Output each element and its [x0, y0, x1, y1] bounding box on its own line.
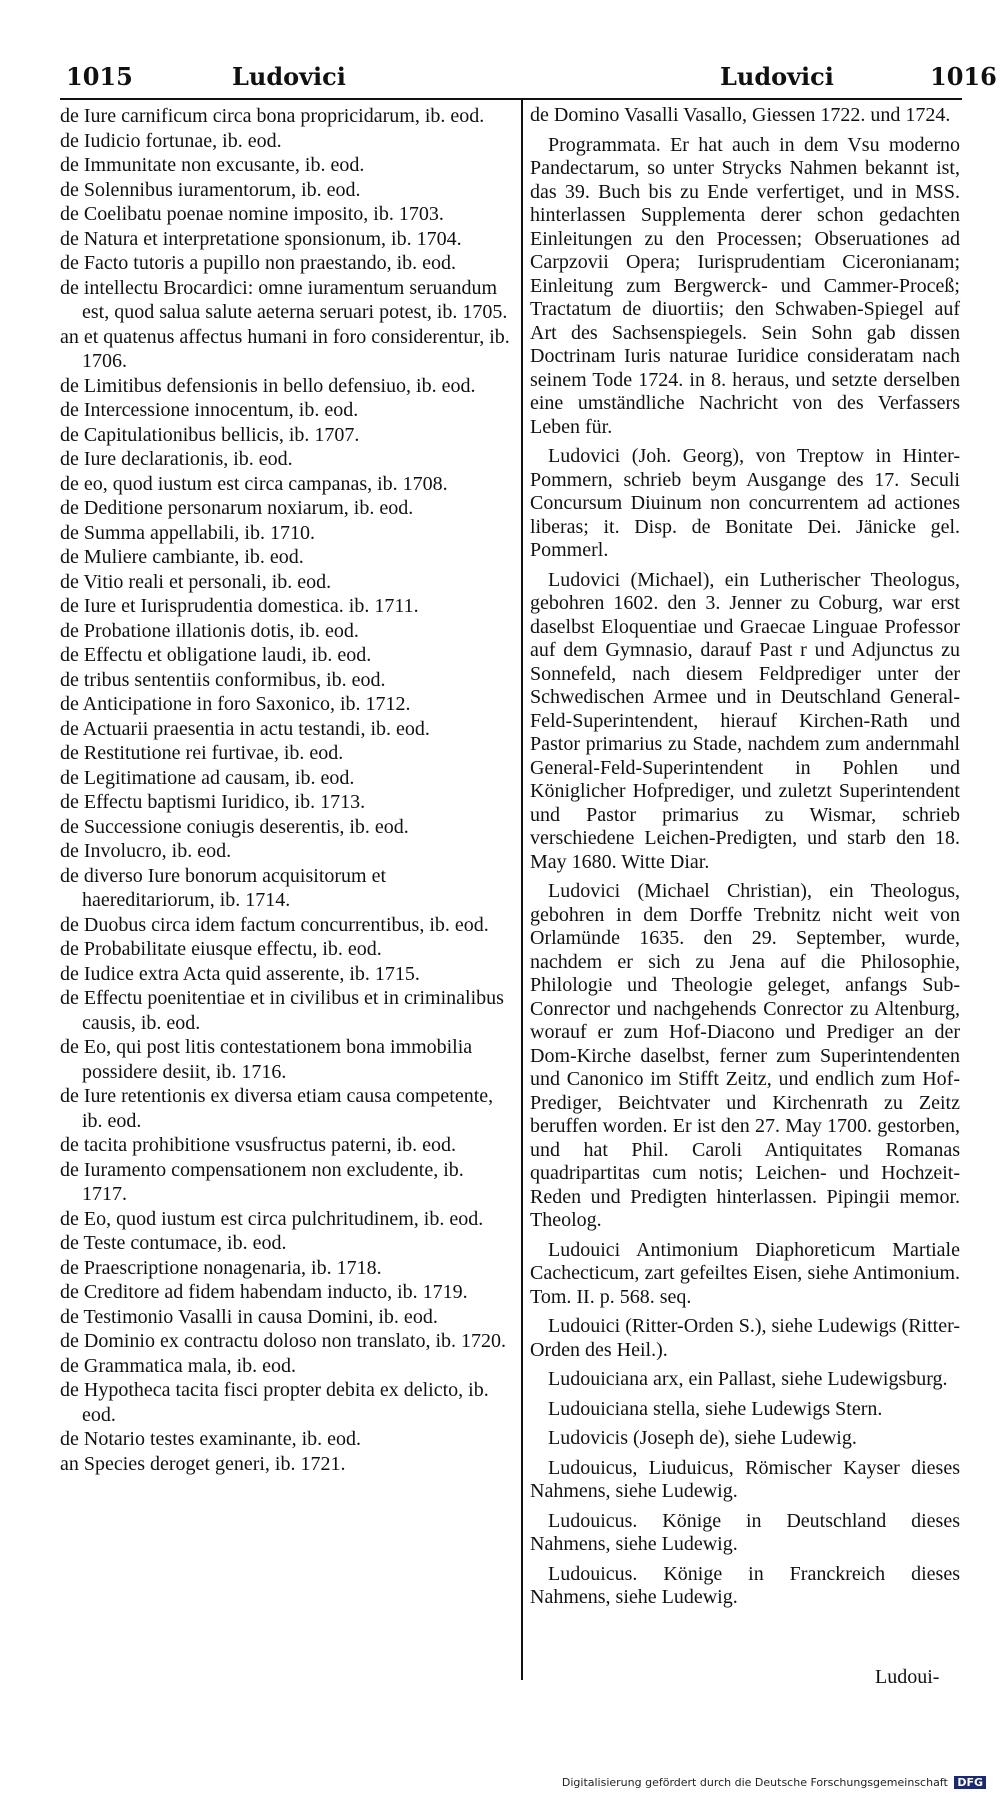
right-entry: Programmata. Er hat auch in dem Vsu moderno Pandectarum, so unter Strycks Nahmen bekannt ist, das 39. Buch bis zu Ende verfertiget, und in MSS. hinterlassen Supplementa derer schon gedachten Einleitungen zu den Processen; Obseruationes ad Carpzovii Opera; Iurisprudentiam Ciceronianam; Einleitung zum Bergwerck- und Cammer-Proceß; Tractatum de diuortiis; den Schwaben-Spiegel auf Art des Sachsenspiegels. Sein Sohn gab dissen Doctrinam Iuris naturae Iuridice consideratam nach seinem Tode 1724. in 8. heraus, und setzte derselben eine umständliche Nachricht von des Verfassers Leben für.: [530, 133, 960, 438]
left-entry: de Deditione personarum noxiarum, ib. eod.: [60, 497, 414, 519]
left-entry: de Eo, qui post litis contestationem bona immobilia possidere desiit, ib. 1716.: [60, 1036, 473, 1083]
left-entry: de Praescriptione nonagenaria, ib. 1718.: [60, 1256, 382, 1279]
left-entry: de Testimonio Vasalli in causa Domini, ib. eod.: [60, 1305, 438, 1328]
left-entry: de Vitio reali et personali, ib. eod.: [60, 570, 332, 593]
left-entry: de Dominio ex contractu doloso non translato, ib. 1720.: [60, 1330, 507, 1352]
footer-text: Digitalisierung gefördert durch die Deutsche Forschungsgemeinschaft: [561, 1776, 948, 1789]
left-entry: de Iudice extra Acta quid asserente, ib. 1715.: [60, 962, 420, 985]
left-entry: de Involucro, ib. eod.: [60, 840, 232, 862]
dfg-logo: DFG: [954, 1776, 986, 1789]
running-title-right: Ludovici: [720, 62, 834, 91]
right-entry: Ludouici Antimonium Diaphoreticum Martiale Cachecticum, zart gefeiltes Eisen, siehe Antimonium. Tom. II. p. 568. seq.: [530, 1238, 960, 1308]
right-entry: Ludovici (Michael), ein Lutherischer Theologus, gebohren 1602. den 3. Jenner zu Coburg, war erst daselbst Eloquentiae und Graecae Linguae Professor auf dem Gymnasio, darauf Past r und Adjunctus zu Sonnefeld, nach diesem Feldprediger unter der Schwedischen Armee und in Deutschland General-Feld-Superintendent, hierauf Kirchen-Rath und Pastor primarius zu Stade, nachdem zum andernmahl General-Feld-Superintendent in Pohlen und Königlicher Hofprediger, und zuletzt Superintendent und Pastor primarius zu Wismar, schrieb verschiedene Leichen-Predigten, und starb den 18. May 1680. Witte Diar.: [530, 568, 960, 873]
left-entry: de Creditore ad fidem habendam inducto, ib. 1719.: [60, 1281, 468, 1303]
left-entry: de Restitutione rei furtivae, ib. eod.: [60, 742, 344, 764]
left-entry: de Capitulationibus bellicis, ib. 1707.: [60, 423, 360, 446]
left-entry: de diverso Iure bonorum acquisitorum et haereditariorum, ib. 1714.: [60, 864, 387, 911]
left-entry: de Duobus circa idem factum concurrentibus, ib. eod.: [60, 913, 489, 936]
left-entry: de Legitimatione ad causam, ib. eod.: [60, 766, 355, 789]
left-entry: an Species deroget generi, ib. 1721.: [60, 1452, 346, 1475]
left-entry: de Iure declarationis, ib. eod.: [60, 448, 293, 470]
left-entry: de Hypotheca tacita fisci propter debita ex delicto, ib. eod.: [60, 1379, 489, 1426]
right-entry: Ludouiciana stella, siehe Ludewigs Stern.: [548, 1397, 883, 1420]
left-entry: de Iudicio fortunae, ib. eod.: [60, 129, 282, 152]
left-entry: de Probatione illationis dotis, ib. eod.: [60, 619, 359, 642]
left-entry: de tribus sententiis conformibus, ib. eod.: [60, 668, 386, 691]
left-entry: de Muliere cambiante, ib. eod.: [60, 546, 304, 568]
left-entry: de Natura et interpretatione sponsionum, ib. 1704.: [60, 227, 462, 250]
left-entry: de Notario testes examinante, ib. eod.: [60, 1428, 362, 1450]
right-entry: Ludovici (Joh. Georg), von Treptow in Hinter-Pommern, schrieb beym Ausgange des 17. Seculi Concursum Diuinum non concurrentem ad actiones liberas; it. Disp. de Bonitate Dei. Jänicke gel. Pommerl.: [530, 445, 960, 561]
page-number-right: 1016: [930, 62, 997, 91]
left-entry: de Immunitate non excusante, ib. eod.: [60, 154, 365, 176]
column-divider: [521, 100, 523, 1680]
left-entry: de Successione coniugis deserentis, ib. eod.: [60, 815, 409, 838]
left-entry: de Iure et Iurisprudentia domestica. ib. 1711.: [60, 595, 419, 617]
left-entry: an et quatenus affectus humani in foro considerentur, ib. 1706.: [60, 325, 510, 372]
right-entry: de Domino Vasalli Vasallo, Giessen 1722. und 1724.: [530, 104, 951, 126]
left-entry: de Eo, quod iustum est circa pulchritudinem, ib. eod.: [60, 1207, 484, 1230]
right-entry: Ludouiciana arx, ein Pallast, siehe Ludewigsburg.: [548, 1368, 948, 1390]
left-entry: de intellectu Brocardici: omne iuramentum seruandum est, quod salua salute aeterna seruari potest, ib. 1705.: [60, 276, 508, 323]
left-entry: de Coelibatu poenae nomine imposito, ib. 1703.: [60, 203, 444, 225]
left-entry: de Iure carnificum circa bona propricidarum, ib. eod.: [60, 105, 485, 127]
left-entry: de Effectu baptismi Iuridico, ib. 1713.: [60, 791, 366, 813]
left-entry: de eo, quod iustum est circa campanas, ib. 1708.: [60, 472, 448, 495]
right-entry: Ludouici (Ritter-Orden S.), siehe Ludewigs (Ritter-Orden des Heil.).: [530, 1315, 960, 1361]
left-entry: de Anticipatione in foro Saxonico, ib. 1712.: [60, 693, 411, 715]
left-entry: de Teste contumace, ib. eod.: [60, 1232, 287, 1254]
left-entry: de Probabilitate eiusque effectu, ib. eod.: [60, 938, 382, 960]
left-entry: de Limitibus defensionis in bello defensiuo, ib. eod.: [60, 374, 476, 397]
header-rule: [60, 98, 962, 100]
left-entry: de Solennibus iuramentorum, ib. eod.: [60, 178, 361, 201]
left-entry: de Iure retentionis ex diversa etiam causa competente, ib. eod.: [60, 1085, 494, 1132]
digitization-footer: [562, 1776, 986, 1789]
left-entry: de Intercessione innocentum, ib. eod.: [60, 399, 359, 421]
running-title-left: Ludovici: [232, 62, 346, 91]
left-entry: de Actuarii praesentia in actu testandi, ib. eod.: [60, 717, 430, 740]
left-entry: de Effectu et obligatione laudi, ib. eod.: [60, 644, 372, 666]
right-entry: Ludouicus. Könige in Deutschland dieses Nahmens, siehe Ludewig.: [530, 1509, 960, 1555]
left-entry: de tacita prohibitione vsusfructus paterni, ib. eod.: [60, 1134, 457, 1156]
right-entry: Ludouicus. Könige in Franckreich dieses Nahmens, siehe Ludewig.: [530, 1562, 960, 1608]
right-entry: Ludovicis (Joseph de), siehe Ludewig.: [548, 1427, 857, 1449]
left-entry: de Grammatica mala, ib. eod.: [60, 1354, 297, 1377]
page-number-left: 1015: [66, 62, 133, 91]
catchword: Ludoui-: [875, 1666, 940, 1688]
left-entry: de Effectu poenitentiae et in civilibus et in criminalibus causis, ib. eod.: [60, 987, 504, 1034]
left-column: [60, 104, 512, 1476]
left-entry: de Iuramento compensationem non excludente, ib. 1717.: [60, 1158, 464, 1205]
right-entry: Ludouicus, Liuduicus, Römischer Kayser dieses Nahmens, siehe Ludewig.: [530, 1456, 960, 1502]
right-entry: Ludovici (Michael Christian), ein Theologus, gebohren in dem Dorffe Trebnitz nicht weit von Orlamünde 1635. den 29. September, wurde, nachdem er sich zu Jena auf die Philosophie, Philologie und Theologie geleget, anfangs Sub-Conrector und nachgehends Conrector zu Altenburg, worauf er zum Hof-Diacono und Prediger an der Dom-Kirche daselbst, ferner zum Superintendenten und Canonico im Stifft Zeitz, und endlich zum Hof-Prediger, Beichtvater und Kirchenrath zu Zeitz beruffen worden. Er ist den 27. May 1700. gestorben, und hat Phil. Caroli Antiquitates Romanas quadripartitas cum notis; Leichen- und Hochzeit-Reden und Predigten hinterlassen. Pipingii memor. Theolog.: [530, 880, 960, 1231]
right-column: [530, 104, 960, 1616]
left-entry: de Summa appellabili, ib. 1710.: [60, 521, 315, 544]
left-entry: de Facto tutoris a pupillo non praestando, ib. eod.: [60, 252, 457, 274]
